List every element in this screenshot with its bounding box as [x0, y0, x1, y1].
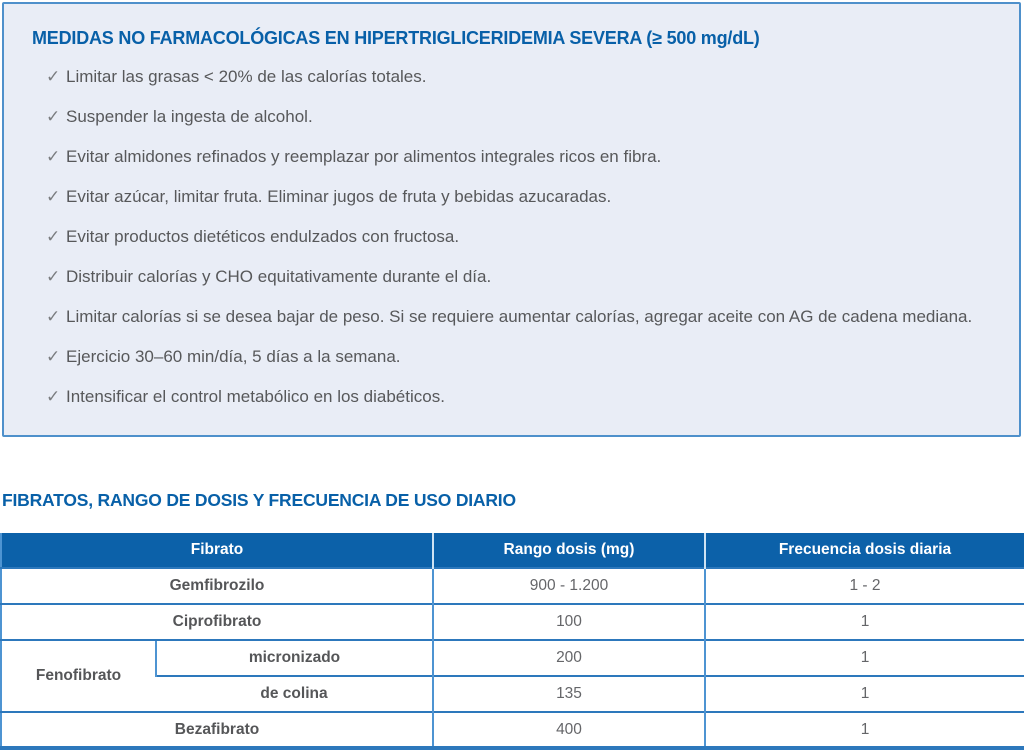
list-item	[46, 344, 989, 370]
cell-subtipo: micronizado	[156, 640, 433, 676]
column-header-frecuencia: Frecuencia dosis diaria	[705, 533, 1024, 568]
cell-subtipo: de colina	[156, 676, 433, 712]
check-icon: ✓	[46, 267, 61, 286]
cell-frecuencia: 1	[705, 640, 1024, 676]
list-item	[46, 64, 989, 90]
table-row	[1, 712, 1024, 748]
check-icon: ✓	[46, 147, 61, 166]
list-item-text: Evitar almidones refinados y reemplazar por alimentos integrales ricos en fibra.	[66, 147, 662, 166]
list-item-text: Limitar calorías si se desea bajar de peso. Si se requiere aumentar calorías, agregar aceite con AG de cadena mediana.	[66, 307, 973, 326]
check-icon: ✓	[46, 107, 61, 126]
check-icon: ✓	[46, 307, 61, 326]
cell-rango: 135	[433, 676, 705, 712]
fibrates-dose-table	[0, 533, 1024, 750]
list-item	[46, 184, 989, 210]
cell-frecuencia: 1	[705, 676, 1024, 712]
cell-frecuencia: 1	[705, 712, 1024, 748]
cell-frecuencia: 1 - 2	[705, 568, 1024, 604]
list-item-text: Intensificar el control metabólico en los diabéticos.	[66, 387, 445, 406]
table-row	[1, 640, 1024, 676]
box-title: MEDIDAS NO FARMACOLÓGICAS EN HIPERTRIGLICERIDEMIA SEVERA (≥ 500 mg/dL)	[32, 28, 760, 48]
table-row	[1, 568, 1024, 604]
cell-fibrato: Gemfibrozilo	[1, 568, 433, 604]
column-header-fibrato: Fibrato	[1, 533, 433, 568]
list-item-text: Distribuir calorías y CHO equitativamente durante el día.	[66, 267, 492, 286]
check-icon: ✓	[46, 187, 61, 206]
check-icon: ✓	[46, 347, 61, 366]
check-icon: ✓	[46, 387, 61, 406]
check-icon: ✓	[46, 227, 61, 246]
table-header-row	[1, 533, 1024, 568]
cell-rango: 900 - 1.200	[433, 568, 705, 604]
list-item	[46, 304, 989, 330]
cell-frecuencia: 1	[705, 604, 1024, 640]
cell-rango: 100	[433, 604, 705, 640]
list-item	[46, 384, 989, 410]
list-item-text: Limitar las grasas < 20% de las calorías totales.	[66, 67, 427, 86]
fibrates-dose-table-container	[0, 533, 1024, 750]
cell-fibrato: Bezafibrato	[1, 712, 433, 748]
cell-rango: 400	[433, 712, 705, 748]
cell-fibrato: Fenofibrato	[1, 640, 156, 712]
non-pharmacological-measures-box	[2, 2, 1021, 437]
list-item	[46, 144, 989, 170]
column-header-rango-dosis: Rango dosis (mg)	[433, 533, 705, 568]
measures-list	[4, 64, 1019, 410]
list-item-text: Evitar productos dietéticos endulzados con fructosa.	[66, 227, 460, 246]
cell-rango: 200	[433, 640, 705, 676]
cell-fibrato: Ciprofibrato	[1, 604, 433, 640]
list-item-text: Evitar azúcar, limitar fruta. Eliminar jugos de fruta y bebidas azucaradas.	[66, 187, 612, 206]
fibrates-section-heading: FIBRATOS, RANGO DE DOSIS Y FRECUENCIA DE USO DIARIO	[2, 490, 516, 510]
list-item-text: Suspender la ingesta de alcohol.	[66, 107, 313, 126]
list-item-text: Ejercicio 30–60 min/día, 5 días a la semana.	[66, 347, 401, 366]
list-item	[46, 224, 989, 250]
list-item	[46, 264, 989, 290]
check-icon: ✓	[46, 67, 61, 86]
list-item	[46, 104, 989, 130]
table-row	[1, 604, 1024, 640]
